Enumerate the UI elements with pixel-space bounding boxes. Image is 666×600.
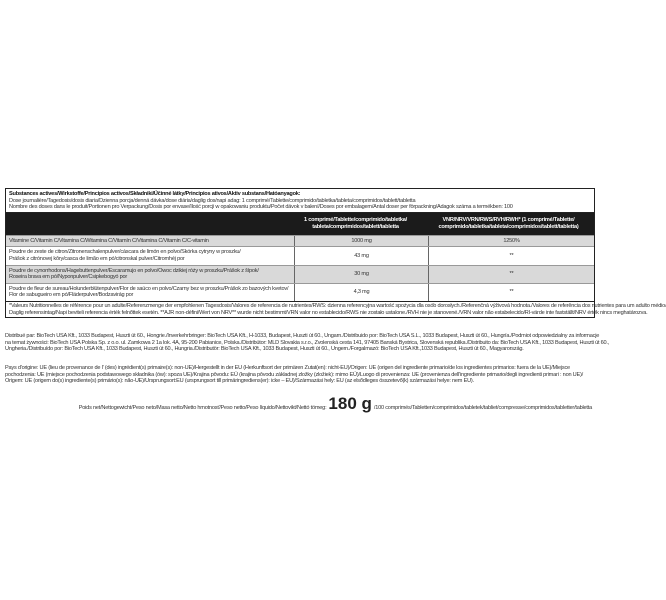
- ingredient-name-cont: Flor de sabugueiro em pó/Fläderpulver/Bodzavirág por: [9, 292, 134, 299]
- distributor-line: Ungheria./Distribuído por: BioTech USA Kft., 1033 Budapest, Huszti út 60., Hungria./Distributör: BioTech USA Kft., 1033 Budapest, Huszti út 60., Ungern./Forgalmazó: BioTech USA Kft.,1033 Budapest, Huszti út 60., Magyarország.: [5, 346, 524, 353]
- nrv: **: [428, 247, 594, 264]
- nutrition-table: [5, 188, 666, 318]
- ingredient-name: Vitamine C/Vitamin C/Vitamina C/Witamina C/Vitamín C/Vitamina C/Vitamin C/C-vitamin: [9, 237, 209, 244]
- ingredient-name-cont: Prášok z citrónovej kôry/casca de limão em pó/citronskal pulver/Citromhéj por: [9, 255, 185, 262]
- table-row: [6, 246, 594, 264]
- amount: 43 mg: [294, 247, 428, 264]
- distributor-line: Distribué par: BioTech USA Kft., 1033 Budapest, Huszti út 60., Hongrie./Inverkehrbringer: BioTech USA Kft., H-1033, Budapest, Huszti út 60., Ungarn./Distribuido por: BioTech USA S.L., 1033 Budapest, Huszti út 60., Hungría./Podmiot odpowiedzialny za informacje: [5, 333, 600, 339]
- header-per-tablet: 1 comprimé/Tablette/comprimido/tabletka/ tableta/comprimidos/tablett/tabletta: [288, 213, 422, 235]
- ingredient-name-cont: Roseira brava em pó/Nyponpulver/Csipkebogyó por: [9, 274, 128, 281]
- active-substances-title: Substances actives/Wirkstoffe/Principios activos/Składniki/Účinné látky/Principios ativos/Aktiv substans/Hatóanyagok:: [9, 191, 301, 197]
- nrv: 1250%: [428, 236, 594, 247]
- header-nrv: VNR/NRV/VRN/RWS/RVH/RWH* (1 comprimé/Tablette/ comprimido/tabletka/tableta/comprimidos/tablett/tabletta): [422, 213, 594, 235]
- table-header: [6, 213, 594, 235]
- footnote-line: Daglig referensintag/Napi beviteli referencia érték felnőttek esetén. **AJR non-défini/Wert von NRV** wurde nicht bestimmt/VRN valor no establecido/RWS nie zostało ustalone./RVH nie je stanovené./VRN valor não estabelecido/RI-värde inte fastställt/NRV érték nincs meghatározva.: [9, 309, 648, 316]
- ingredient-name: Poudre de zeste de citron/Zitronenschalenpulver/cáscara de limón en polvo/Skórka cytryny w proszku/: [9, 249, 241, 256]
- distributor-info: [5, 333, 610, 353]
- footnote-line: *Valeurs Nutritionnelles de référence pour un adulte/Referenzmenge der empfohlenen Tagesdosis/Valores de referencia de nutrientes/RWS: dzienna referencyjna wartość spożycia dla osób dorosłych./Referenčná výživová hodnota./Valores de referência dos nutrientes para um adulto médio/: [9, 302, 666, 309]
- nrv: **: [428, 284, 594, 301]
- origin-info: [5, 365, 595, 385]
- distributor-line: na temat żywności: BioTech USA Polska Sp. z o.o. ul. Zamkowa 2 1a lok. 4A, 95-200 Pabianice, Polska./Distribútor: MLD Slovakia s.r.o., Zvolenská cesta 141, 97405 Banská Bystrica, Slovenská republika./Distribuito da: BioTech USA Kft., 1033 Budapest, Huszti út 60.,: [5, 339, 610, 346]
- daily-dose: Dose journalière/Tagedosis/dosis diaria/Dzienna porcja/denná dávka/dose diária/daglig dos/napi adag: 1 comprimé/Tablette/comprimido/tabletka/tableta/comprimidos/tablett/tabletta: [9, 197, 416, 204]
- table-row: [6, 235, 594, 247]
- origin-line: Pays d'origine: UE (lieu de provenance de l' (des) ingrédient(s) primaire(s): non-UE)/Hergestellt in der EU (Herkunftsort der primären Zutat(en): nicht-EU)/Origen: UE (origen del ingrediente primario/de los ingredientes primarios: fuera de la UE)/Miejsce: [5, 365, 570, 371]
- tablet-count: /100 comprimés/Tabletten/comprimidos/tabletek/tabliet/compresse/comprimidos/tabletter/tabletta: [373, 405, 592, 411]
- table-intro: [6, 189, 594, 213]
- net-weight-value: 180 g: [328, 394, 372, 413]
- ingredient-name: Poudre de fleur de sureau/Holunderblütenpulver/Flor de saúco en polvo/Czarny bez w proszku/Prášok zo bazových kvetov/: [9, 285, 289, 292]
- nrv: **: [428, 266, 594, 283]
- amount: 30 mg: [294, 266, 428, 283]
- table-footnote: [6, 301, 666, 317]
- net-weight-label: Poids net/Nettogewicht/Peso neto/Masa netto/Netto hmotnosť/Peso netto/Peso líquido/Nettovikt/Nettó tömeg:: [78, 405, 327, 411]
- table-row: [6, 283, 594, 301]
- origin-line: pochodzenia: UE (miejsce pochodzenia podstawowego składnika (ów): spoza UE)/Krajina pôvodu: EÚ (krajina pôvodu základnej zložky (zložiek): mimo EÚ)/Luogo di provenienza: UE (provenienza dell'ingrediente primario/degli ingredienti primari : non UE)/: [5, 371, 583, 378]
- net-weight: [79, 394, 592, 414]
- origin-line: Origem: UE (origem do(s) ingrediente(s) primário(s): não-UE)/Ursprungsort:EU (ursprungsort till primäringrediens(er): icke – EU)/Származási hely: EU (az elsődleges összetevő(k) származási helye: nem EU).: [5, 378, 474, 385]
- servings-per-container: Nombre des doses dans le produit/Portionen pro Verpackung/Dosis por envase/Ilość porcji w opakowaniu produktu/Počet dávok v balení/Doses por embalagem/Antal doser per förpackning/Adagok száma a termékben: 100: [9, 204, 513, 211]
- ingredient-name: Poudre de cynorrhodons/Hagebuttenpulver/Escaramujo en polvo/Owoc dzikiej róży w proszku/Prášok z šípok/: [9, 267, 259, 274]
- amount: 4,3 mg: [294, 284, 428, 301]
- header-ingredient: [6, 213, 288, 235]
- table-row: [6, 265, 594, 283]
- amount: 1000 mg: [294, 236, 428, 247]
